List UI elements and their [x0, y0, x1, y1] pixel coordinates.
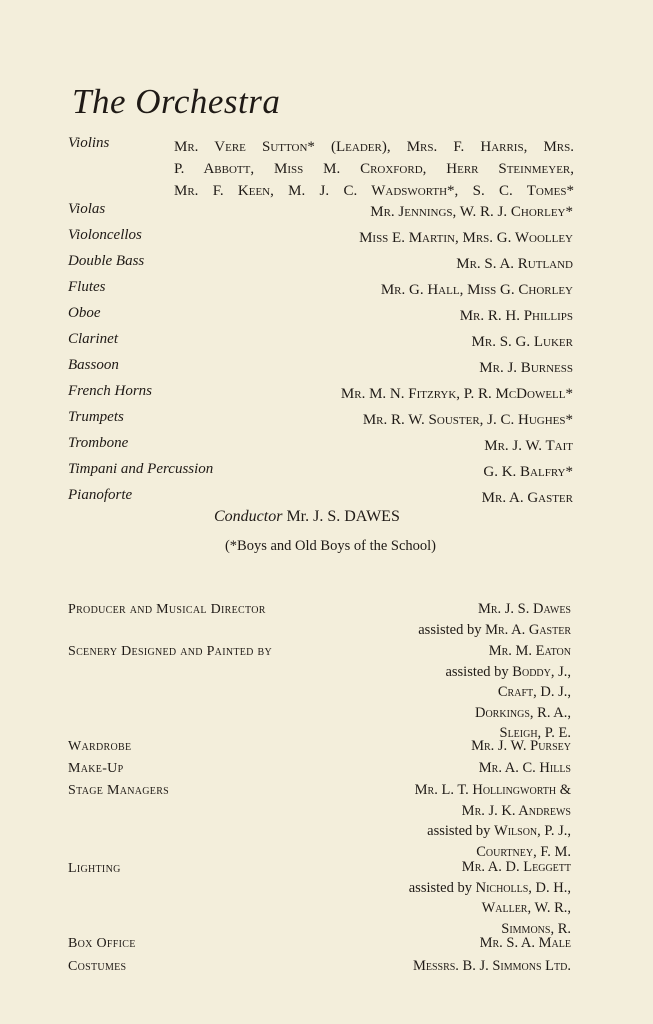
instrument-label: Trombone: [68, 435, 129, 451]
page-title: The Orchestra: [72, 82, 281, 121]
crew-role: Box Office: [68, 936, 136, 951]
crew-name: Mr. M. Eaton: [488, 643, 571, 659]
instrument-label: Bassoon: [68, 357, 119, 373]
crew-name: Simmons, R.: [501, 920, 571, 937]
instrument-label: Pianoforte: [68, 487, 133, 503]
crew-role: Make-Up: [68, 761, 124, 776]
player-names: Mr. G. Hall, Miss G. Chorley: [380, 282, 573, 298]
crew-role: Lighting: [68, 861, 121, 876]
conductor-line: [214, 508, 400, 526]
crew-name: Mr. J. S. Dawes: [477, 601, 571, 617]
crew-role: Scenery Designed and Painted by: [68, 644, 272, 659]
crew-name: Mr. A. C. Hills: [478, 760, 571, 776]
player-names: Mr. R. H. Phillips: [459, 308, 573, 324]
crew-assist-line: [418, 620, 571, 641]
instrument-label: Flutes: [68, 279, 106, 295]
player-line: Mr. Vere Sutton* (Leader), Mrs. F. Harris, Mrs.: [174, 139, 574, 155]
crew-role: Stage Managers: [68, 783, 170, 798]
player-names: Mr. Jennings, W. R. J. Chorley*: [370, 204, 573, 220]
crew-people: [471, 736, 571, 757]
assist-prefix: assisted by: [445, 663, 513, 680]
crew-assist-line: [445, 662, 571, 683]
player-names: Miss E. Martin, Mrs. G. Woolley: [359, 230, 573, 246]
crew-people: [480, 933, 571, 954]
crew-name: Sleigh, P. E.: [499, 725, 571, 741]
violin-players: [174, 136, 574, 202]
crew-role: Costumes: [68, 959, 127, 974]
crew-name: Mr. J. K. Andrews: [461, 802, 571, 819]
player-names: Mr. J. W. Tait: [484, 438, 573, 454]
crew-assist-line: [409, 878, 571, 899]
instrument-label: Violins: [68, 135, 110, 151]
assist-prefix: assisted by: [418, 621, 486, 638]
player-names: Mr. S. A. Rutland: [456, 256, 573, 272]
crew-name: Dorkings, R. A.,: [474, 704, 571, 721]
crew-name: Mr. J. W. Pursey: [471, 738, 571, 754]
crew-people: [418, 599, 571, 640]
conductor-label: Conductor: [214, 508, 283, 525]
crew-role: Wardrobe: [68, 739, 132, 754]
crew-name: Mr. A. D. Leggett: [461, 859, 571, 875]
player-line: Mr. F. Keen, M. J. C. Wadsworth*, S. C. Tomes*: [174, 183, 574, 199]
crew-name: Nicholls, D. H.,: [475, 879, 571, 896]
player-names: Mr. R. W. Souster, J. C. Hughes*: [362, 412, 573, 428]
crew-name: Waller, W. R.,: [481, 900, 571, 916]
crew-people: [445, 641, 571, 744]
crew-people: [415, 780, 571, 862]
crew-name: Mr. S. A. Male: [479, 935, 571, 951]
assist-prefix: assisted by: [408, 879, 476, 896]
crew-name: Mr. L. T. Hollingworth &: [414, 782, 571, 798]
instrument-label: French Horns: [68, 383, 153, 399]
instrument-label: Clarinet: [68, 331, 119, 347]
crew-name: Mr. A. Gaster: [485, 621, 571, 638]
player-line: P. Abbott, Miss M. Croxford, Herr Steinmeyer,: [174, 161, 574, 177]
crew-name: Boddy, J.,: [512, 663, 571, 680]
player-names: Mr. J. Burness: [479, 360, 573, 376]
player-names: G. K. Balfry*: [483, 464, 573, 480]
crew-name: Wilson, P. J.,: [494, 823, 571, 839]
instrument-label: Oboe: [68, 305, 101, 321]
player-names: Mr. S. G. Luker: [471, 334, 573, 350]
crew-people: [409, 857, 571, 939]
crew-assist-line: [415, 821, 571, 842]
instrument-label: Violoncellos: [68, 227, 142, 243]
crew-people: [479, 758, 571, 779]
conductor-name: Mr. J. S. DAWES: [286, 508, 400, 525]
player-names: Mr. A. Gaster: [481, 490, 573, 506]
crew-role: Producer and Musical Director: [68, 602, 266, 617]
crew-name: Courtney, F. M.: [476, 843, 571, 860]
instrument-label: Trumpets: [68, 409, 124, 425]
player-names: Mr. M. N. Fitzryk, P. R. McDowell*: [340, 386, 573, 402]
crew-people: [413, 956, 571, 977]
instrument-label: Violas: [68, 201, 106, 217]
instrument-label: Double Bass: [68, 253, 145, 269]
instrument-label: Timpani and Percussion: [68, 461, 214, 477]
assist-prefix: assisted by: [427, 823, 495, 839]
footnote: (*Boys and Old Boys of the School): [224, 538, 437, 554]
crew-name: Messrs. B. J. Simmons Ltd.: [412, 958, 571, 974]
crew-name: Craft, D. J.,: [497, 684, 571, 700]
